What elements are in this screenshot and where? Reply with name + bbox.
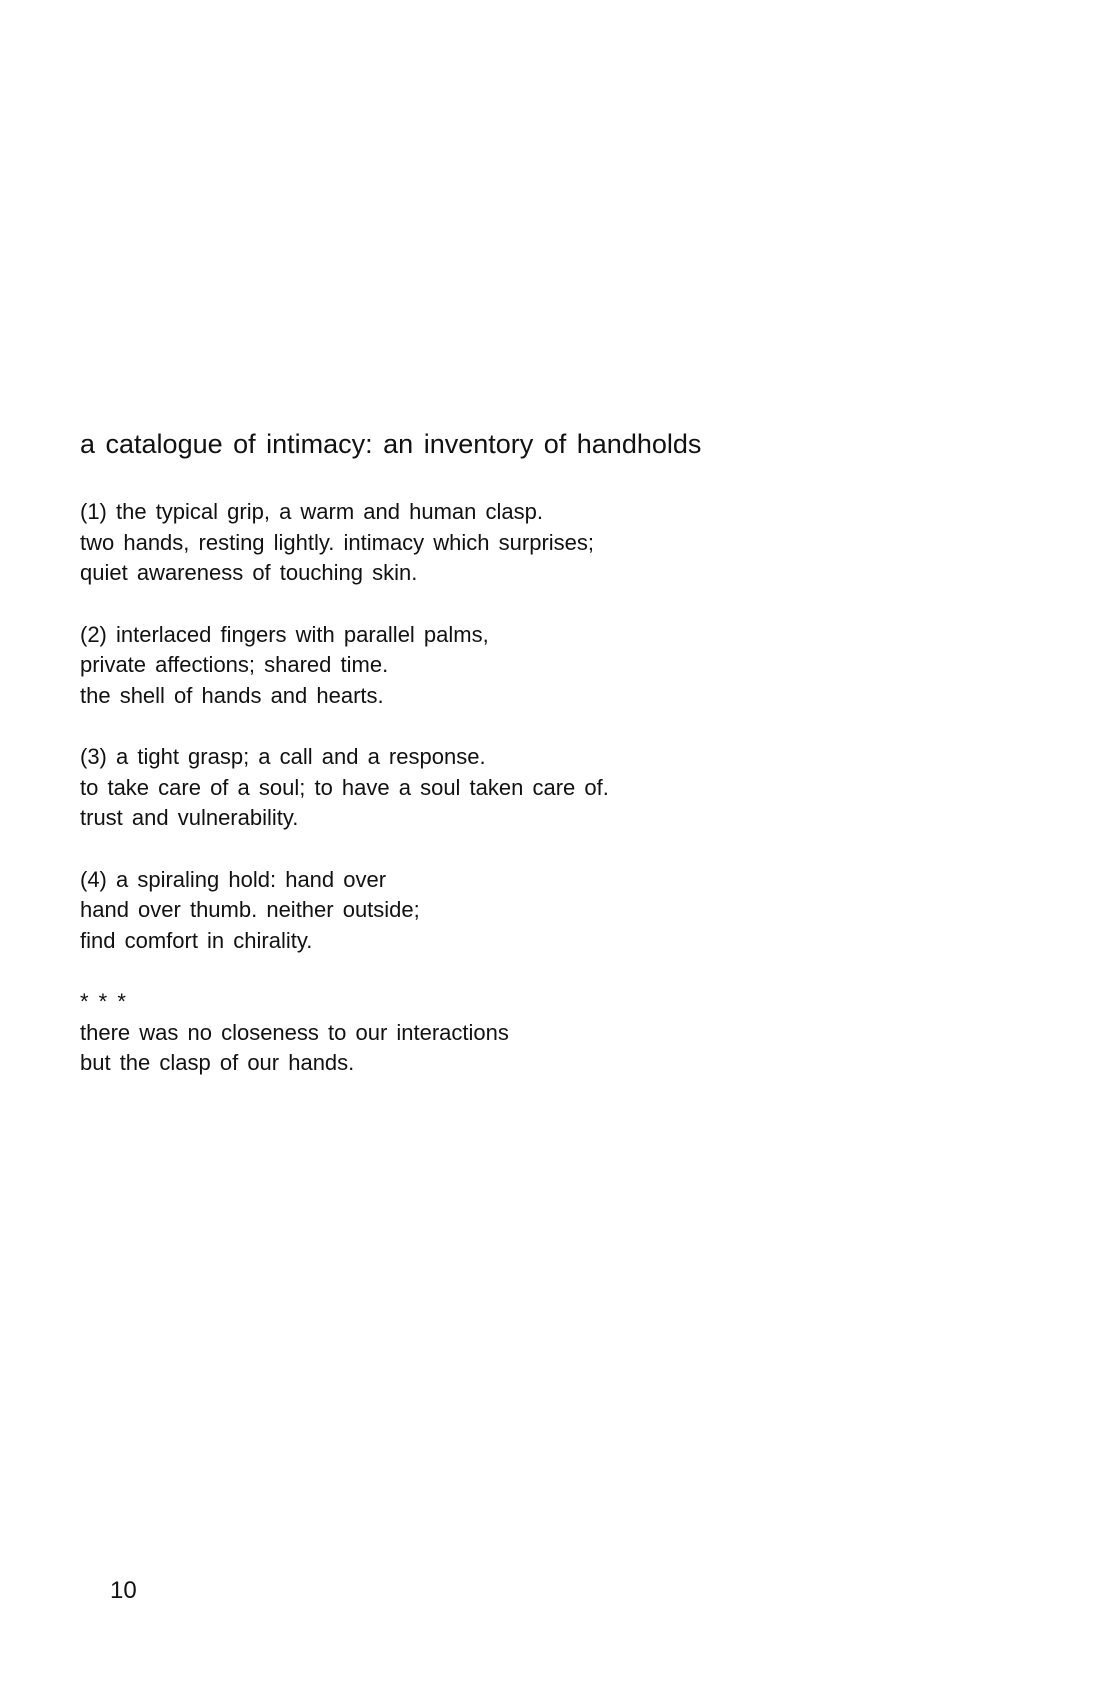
stanza-line: hand over thumb. neither outside; [80,897,420,922]
closing-stanza [80,987,1040,1079]
stanza-line: quiet awareness of touching skin. [80,560,418,585]
poem-title: a catalogue of intimacy: an inventory of handholds [80,429,702,459]
stanza-line: private affections; shared time. [80,652,389,677]
stanza-line: to take care of a soul; to have a soul taken care of. [80,774,609,800]
stanza-line: (2) interlaced fingers with parallel palms, [80,621,489,647]
stanza-3 [80,742,1040,834]
stanza-line: the shell of hands and hearts. [80,682,384,708]
closing-line: there was no closeness to our interactions [80,1019,509,1045]
stanza-line: two hands, resting lightly. intimacy which surprises; [80,529,595,555]
stanza-line: trust and vulnerability. [80,805,299,830]
stanza-line: (3) a tight grasp; a call and a response. [80,744,486,769]
closing-line: but the clasp of our hands. [80,1050,355,1075]
poem-stanzas [80,497,1040,1079]
stanza-line: find comfort in chirality. [80,927,313,953]
stanza-1 [80,497,1040,589]
poem [80,424,1040,1110]
page-number: 10 [110,1577,137,1604]
stanza-2 [80,620,1040,712]
stanza-line: (1) the typical grip, a warm and human clasp. [80,499,543,524]
stanza-4 [80,865,1040,957]
stanza-line: (4) a spiraling hold: hand over [80,866,387,892]
section-break: * * * [80,989,126,1014]
